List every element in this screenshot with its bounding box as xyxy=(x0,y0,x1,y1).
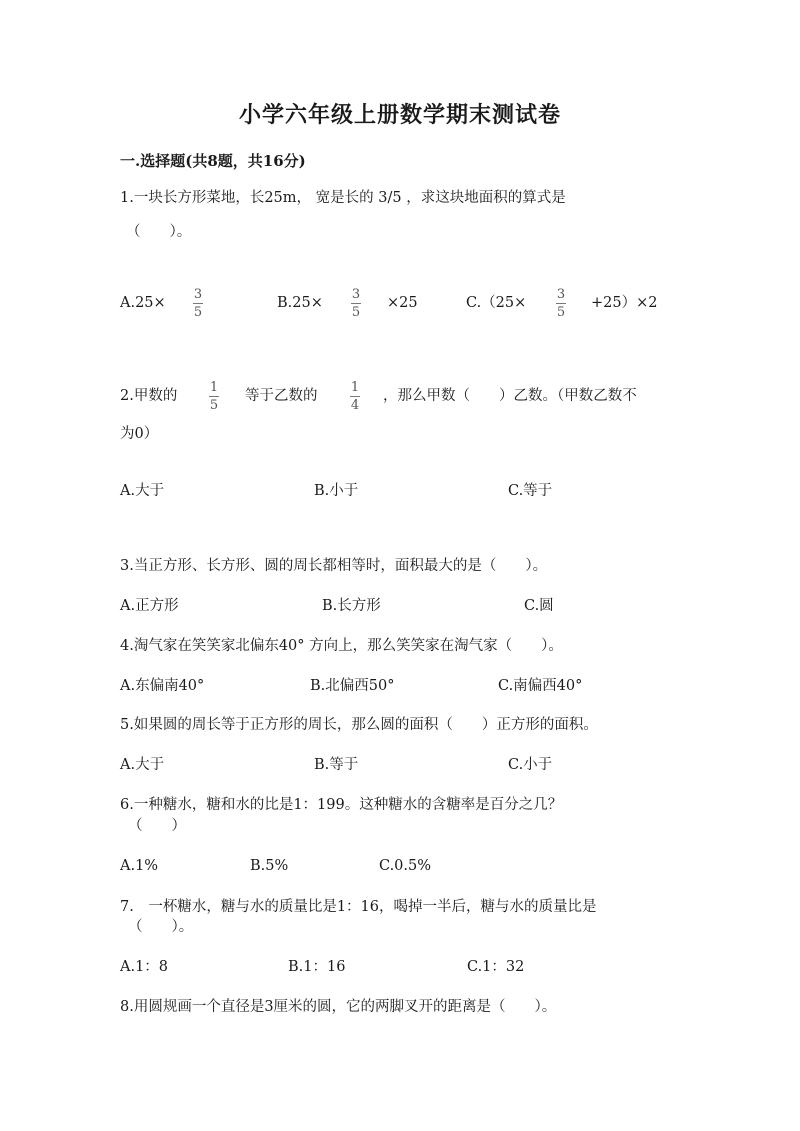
fraction: 3 5 xyxy=(351,287,361,320)
question-1-blank: （ ）。 xyxy=(126,224,192,240)
option-a[interactable]: A.正方形 xyxy=(120,598,179,614)
question-2-text: ，那么甲数（ ）乙数。（甲数乙数不 xyxy=(383,388,637,404)
question-2-text: 为0） xyxy=(120,426,159,442)
option-c-tail: +25）×2 xyxy=(591,295,658,311)
option-b[interactable]: B.等于 xyxy=(314,757,359,773)
question-8-text: 8.用圆规画一个直径是3厘米的圆，它的两脚叉开的距离是（ ）。 xyxy=(120,999,557,1015)
option-b[interactable]: B.小于 xyxy=(314,483,359,499)
page-title: 小学六年级上册数学期末测试卷 xyxy=(238,102,561,128)
section-heading: 一.选择题(共8题，共16分) xyxy=(120,152,306,170)
question-3-text: 3.当正方形、长方形、圆的周长都相等时，面积最大的是（ ）。 xyxy=(120,558,548,574)
fraction: 3 5 xyxy=(193,287,203,320)
option-c[interactable]: C.圆 xyxy=(524,598,554,614)
option-b[interactable]: B.1：16 xyxy=(288,959,346,975)
option-c[interactable]: C.等于 xyxy=(508,483,553,499)
option-c[interactable]: C.南偏西40° xyxy=(498,678,583,694)
option-c[interactable]: C.（25× xyxy=(466,295,527,311)
option-a[interactable]: A.1% xyxy=(120,858,159,874)
option-a[interactable]: A.25× xyxy=(120,295,166,311)
fraction: 3 5 xyxy=(556,287,566,320)
option-b-tail: ×25 xyxy=(387,295,418,311)
option-b[interactable]: B.25× xyxy=(277,295,323,311)
question-4-text: 4.淘气家在笑笑家北偏东40° 方向上，那么笑笑家在淘气家（ ）。 xyxy=(120,638,563,654)
option-b[interactable]: B.北偏西50° xyxy=(310,678,395,694)
option-c[interactable]: C.小于 xyxy=(508,757,553,773)
question-2-text: 等于乙数的 xyxy=(245,388,318,404)
option-a[interactable]: A.东偏南40° xyxy=(120,678,205,694)
question-2-text: 2.甲数的 xyxy=(120,388,178,404)
fraction: 1 5 xyxy=(209,380,219,413)
question-6-blank: （ ） xyxy=(128,818,186,834)
question-1-text: 1.一块长方形菜地，长25m， 宽是长的 3/5 ，求这块地面积的算式是 xyxy=(120,190,566,206)
option-a[interactable]: A.1：8 xyxy=(120,959,169,975)
question-7-blank: （ ）。 xyxy=(128,919,194,935)
question-6-text: 6.一种糖水，糖和水的比是1：199。这种糖水的含糖率是百分之几？ xyxy=(120,797,563,813)
question-7-text: 7. 一杯糖水，糖与水的质量比是1：16，喝掉一半后，糖与水的质量比是 xyxy=(120,899,597,915)
fraction: 1 4 xyxy=(350,380,360,413)
option-a[interactable]: A.大于 xyxy=(120,483,165,499)
option-b[interactable]: B.长方形 xyxy=(322,598,381,614)
option-c[interactable]: C.1：32 xyxy=(467,959,525,975)
option-c[interactable]: C.0.5% xyxy=(379,858,432,874)
question-5-text: 5.如果圆的周长等于正方形的周长，那么圆的面积（ ）正方形的面积。 xyxy=(120,717,598,733)
option-a[interactable]: A.大于 xyxy=(120,757,165,773)
option-b[interactable]: B.5% xyxy=(250,858,289,874)
